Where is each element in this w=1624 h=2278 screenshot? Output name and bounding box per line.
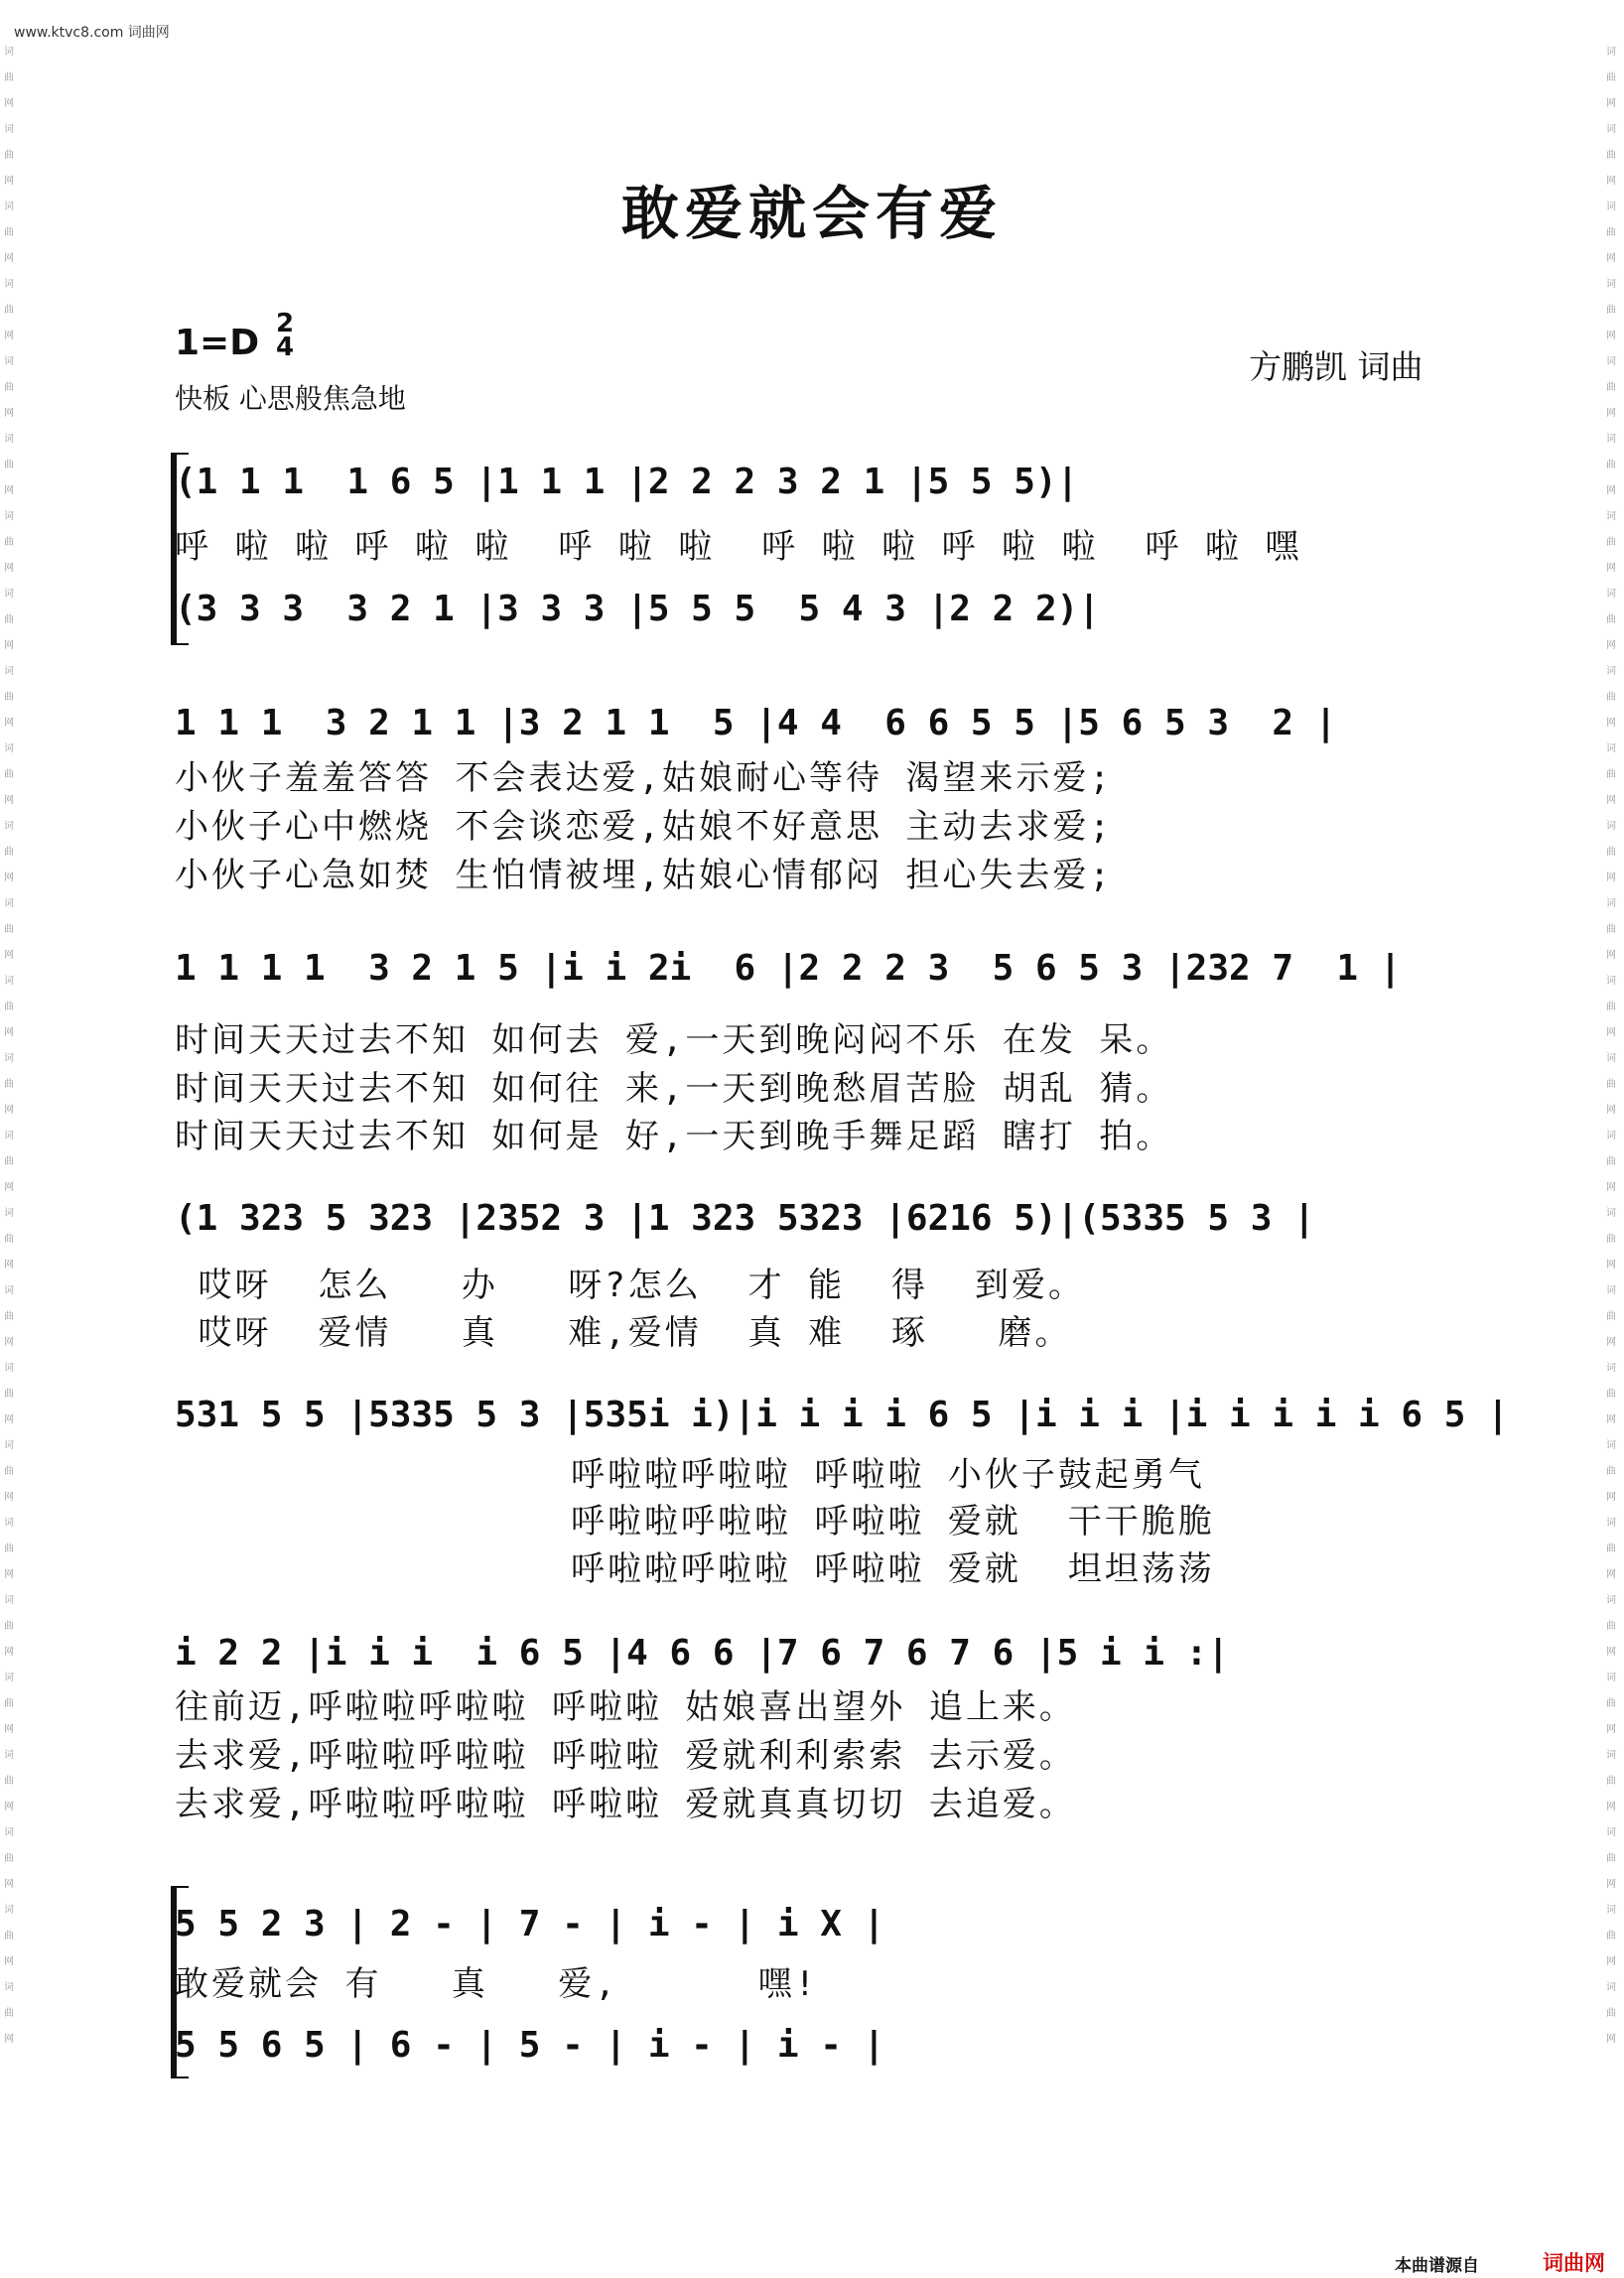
lyric-line: 去求爱,呼啦啦呼啦啦 呼啦啦 爱就真真切切 去追爱。 [175, 1785, 1076, 1824]
lyric-line: 呼啦啦呼啦啦 呼啦啦 小伙子鼓起勇气 [175, 1455, 1205, 1495]
lyric-line: 敢爱就会 有 真 爱, 嘿! [175, 1964, 819, 2004]
notation-row: 5 5 2 3 | 2 - | 7 - | i - | i X | [175, 1904, 885, 1944]
watermark-right: 词曲网词曲网词曲网词曲网词曲网词曲网词曲网词曲网词曲网词曲网词曲网词曲网词曲网词曲网词曲网词曲网词曲网词曲网词曲网词曲网词曲网词曲网词曲网词曲网词曲网词曲网 [1606, 47, 1616, 2045]
watermark-left: 词曲网词曲网词曲网词曲网词曲网词曲网词曲网词曲网词曲网词曲网词曲网词曲网词曲网词曲网词曲网词曲网词曲网词曲网词曲网词曲网词曲网词曲网词曲网词曲网词曲网词曲网 [4, 47, 14, 2045]
notation-row: 5 5 6 5 | 6 - | 5 - | i - | i - | [175, 2025, 885, 2066]
notation-row: (1 1 1 1 6 5 |1 1 1 |2 2 2 3 2 1 |5 5 5)| [175, 462, 1079, 502]
page-title: 敢爱就会有爱 [620, 180, 1003, 247]
notation-row: 531 5 5 |5335 5 3 |535i i)|i i i i 6 5 |i i i |i i i i i 6 5 | [175, 1395, 1509, 1435]
lyric-line: 去求爱,呼啦啦呼啦啦 呼啦啦 爱就利利索索 去示爱。 [175, 1736, 1076, 1776]
lyric-line: 时间天天过去不知 如何是 好,一天到晚手舞足蹈 瞎打 拍。 [175, 1117, 1173, 1156]
key-signature: 1=D [175, 323, 260, 363]
time-sig-bottom: 4 [275, 333, 295, 362]
tempo-marking: 快板 心思般焦急地 [175, 382, 406, 415]
notation-row: (1 323 5 323 |2352 3 |1 323 5323 |6216 5)|(5335 5 3 | [175, 1198, 1315, 1239]
lyric-line: 时间天天过去不知 如何往 来,一天到晚愁眉苦脸 胡乱 猜。 [175, 1069, 1173, 1109]
notation-row: 1 1 1 1 3 2 1 5 |i i 2i 6 |2 2 2 3 5 6 5 3 |232 7 1 | [175, 948, 1402, 989]
composer-credit: 方鹏凯 词曲 [1249, 347, 1423, 386]
notation-row: i 2 2 |i i i i 6 5 |4 6 6 |7 6 7 6 7 6 |5 i i :| [175, 1633, 1230, 1674]
lyric-line: 哎呀 爱情 真 难,爱情 真 难 琢 磨。 [175, 1313, 1072, 1353]
lyric-line: 小伙子羞羞答答 不会表达爱,姑娘耐心等待 渴望来示爱; [175, 758, 1113, 798]
lyric-line: 小伙子心中燃烧 不会谈恋爱,姑娘不好意思 主动去求爱; [175, 807, 1113, 847]
lyric-line: 时间天天过去不知 如何去 爱,一天到晚闷闷不乐 在发 呆。 [175, 1020, 1173, 1060]
notation-row: 1 1 1 3 2 1 1 |3 2 1 1 5 |4 4 6 6 5 5 |5 6 5 3 2 | [175, 703, 1337, 743]
lyric-line: 呼 啦 啦 呼 啦 啦 呼 啦 啦 呼 啦 啦 呼 啦 啦 呼 啦 嘿 [175, 527, 1302, 567]
lyric-line: 小伙子心急如焚 生怕情被埋,姑娘心情郁闷 担心失去爱; [175, 856, 1113, 895]
lyric-line: 呼啦啦呼啦啦 呼啦啦 爱就 坦坦荡荡 [175, 1549, 1215, 1589]
site-url: www.ktvc8.com 词曲网 [14, 25, 170, 41]
time-sig-top: 2 [275, 309, 295, 338]
lyric-line: 往前迈,呼啦啦呼啦啦 呼啦啦 姑娘喜出望外 追上来。 [175, 1687, 1076, 1727]
lyric-line: 呼啦啦呼啦啦 呼啦啦 爱就 干干脆脆 [175, 1502, 1215, 1541]
footer-source: 本曲谱源自 [1395, 2256, 1479, 2276]
footer-brand-link[interactable]: 词曲网 [1543, 2251, 1605, 2275]
time-signature [270, 309, 300, 362]
notation-row: (3 3 3 3 2 1 |3 3 3 |5 5 5 5 4 3 |2 2 2)| [175, 589, 1100, 629]
lyric-line: 哎呀 怎么 办 呀?怎么 才 能 得 到爱。 [175, 1266, 1085, 1305]
